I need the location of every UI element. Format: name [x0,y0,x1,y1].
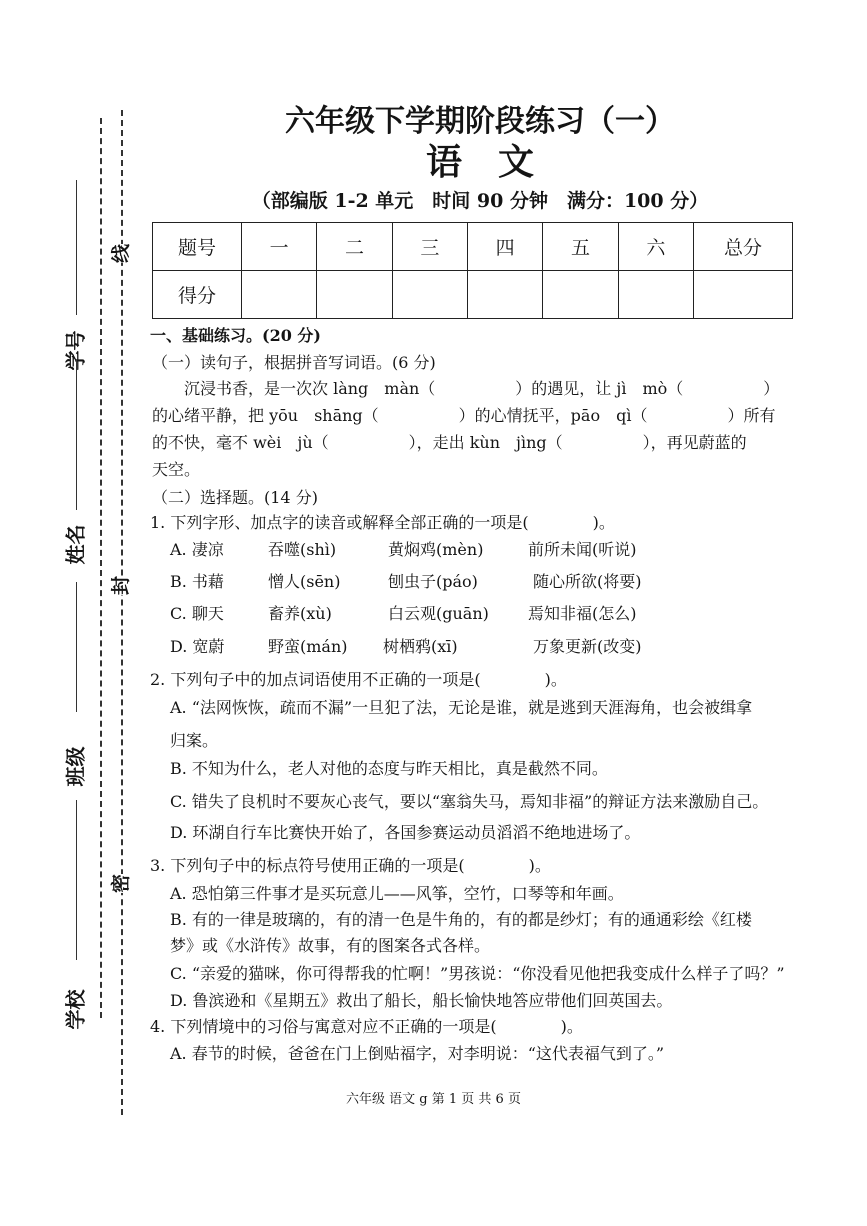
q2-option-b: B. 不知为什么，老人对他的态度与昨天相比，真是截然不同。 [170,759,608,778]
score-cell [694,271,793,319]
school-label: 学校 [63,989,88,1030]
score-cell [242,271,317,319]
score-cell [317,271,392,319]
q3-option-b-line1: B. 有的一律是玻璃的，有的清一色是牛角的，有的都是纱灯；有的通通彩绘《红楼 [170,910,752,929]
score-cell [543,271,618,319]
q3-option-a: A. 恐怕第三件事才是买玩意儿——风筝，空竹，口琴等和年画。 [170,884,624,903]
pinyin-passage-line3: 的不快，毫不 wèi jù（ ），走出 kùn jìng（ ），再见蔚蓝的 [152,433,747,452]
score-cell [618,271,693,319]
pinyin-passage-line1: 沉浸书香，是一次次 làng màn（ ）的遇见，让 jì mò（ ） [184,379,780,398]
q1-option-d-word4: 万象更新(改变) [533,637,642,656]
q3-stem: 3. 下列句子中的标点符号使用正确的一项是( )。 [150,856,551,875]
q1-option-c-word4: 焉知非福(怎么) [528,604,637,623]
q1-option-b-word1: B. 书藉 [170,572,224,591]
q1-option-c-word2: 畜养(xù) [268,604,332,623]
q1-option-b-word4: 随心所欲(将要) [533,572,642,591]
student-id-blank [76,180,77,315]
q4-option-a: A. 春节的时候，爸爸在门上倒贴福字，对李明说：“这代表福气到了。” [170,1044,665,1063]
subject-title: 语 文 [425,141,534,183]
q2-option-a-line1: A. “法网恢恢，疏而不漏”一旦犯了法，无论是谁，就是逃到天涯海角，也会被缉拿 [170,698,753,717]
school-blank [76,800,77,960]
part2-heading: （二）选择题。(14 分) [152,488,318,507]
q2-option-d: D. 环湖自行车比赛快开始了，各国参赛运动员滔滔不绝地进场了。 [170,823,641,842]
q1-option-d-word1: D. 宽蔚 [170,637,225,656]
cut-mark-line: 线 [106,244,133,263]
score-table-header: 一 [242,223,317,271]
q1-option-d-word3: 树栖鸦(xī) [383,637,458,656]
q1-option-a-word1: A. 凄凉 [170,540,224,559]
name-label: 姓名 [63,524,88,565]
student-id-label: 学号 [63,330,88,371]
q3-option-b-line2: 梦》或《水浒传》故事，有的图案各式各样。 [170,936,491,955]
class-label: 班级 [63,746,88,787]
q1-option-b-word3: 刨虫子(páo) [388,572,478,591]
pinyin-passage-line2: 的心绪平静，把 yōu shāng（ ）的心情抚平，pāo qì（ ）所有 [152,406,776,425]
part1-heading: （一）读句子，根据拼音写词语。(6 分) [152,353,436,372]
binding-dashed-line-left [100,118,102,1018]
cut-mark-seal: 封 [106,576,133,595]
score-cell [467,271,542,319]
q1-option-a-word4: 前所未闻(听说) [528,540,637,559]
section1-heading: 一、基础练习。(20 分) [150,326,321,345]
q2-option-a-line2: 归案。 [170,731,219,750]
pinyin-passage-line4: 天空。 [152,460,201,479]
score-row-label: 得分 [153,271,242,319]
score-table [152,222,793,319]
q2-stem: 2. 下列句子中的加点词语使用不正确的一项是( )。 [150,670,567,689]
score-table-header: 三 [392,223,467,271]
exam-title: 六年级下学期阶段练习（一） [285,104,675,139]
exam-info: （部编版 1-2 单元 时间 90 分钟 满分：100 分） [251,190,709,212]
q1-option-b-word2: 憎人(sēn) [268,572,341,591]
name-blank [76,360,77,510]
page-footer: 六年级 语文 g 第 1 页 共 6 页 [346,1092,521,1107]
q2-option-c: C. 错失了良机时不要灰心丧气，要以“塞翁失马，焉知非福”的辩证方法来激励自己。 [170,792,769,811]
q3-option-c: C. “亲爱的猫咪，你可得帮我的忙啊！”男孩说：“你没看见他把我变成什么样子了吗？” [170,964,785,983]
q1-stem: 1. 下列字形、加点字的读音或解释全部正确的一项是( )。 [150,513,615,532]
score-table-header: 六 [618,223,693,271]
q1-option-a-word3: 黄焖鸡(mèn) [388,540,484,559]
q3-option-d: D. 鲁滨逊和《星期五》救出了船长，船长愉快地答应带他们回英国去。 [170,991,673,1010]
class-blank [76,582,77,712]
q1-option-c-word3: 白云观(guān) [388,604,489,623]
score-table-header: 题号 [153,223,242,271]
q1-option-d-word2: 野蛮(mán) [268,637,348,656]
q1-option-a-word2: 吞噬(shì) [268,540,337,559]
cut-mark-secret: 密 [106,874,133,893]
q4-stem: 4. 下列情境中的习俗与寓意对应不正确的一项是( )。 [150,1017,583,1036]
score-table-header: 五 [543,223,618,271]
score-table-header: 二 [317,223,392,271]
q1-option-c-word1: C. 聊天 [170,604,224,623]
score-table-header: 四 [467,223,542,271]
score-table-header: 总分 [694,223,793,271]
score-cell [392,271,467,319]
